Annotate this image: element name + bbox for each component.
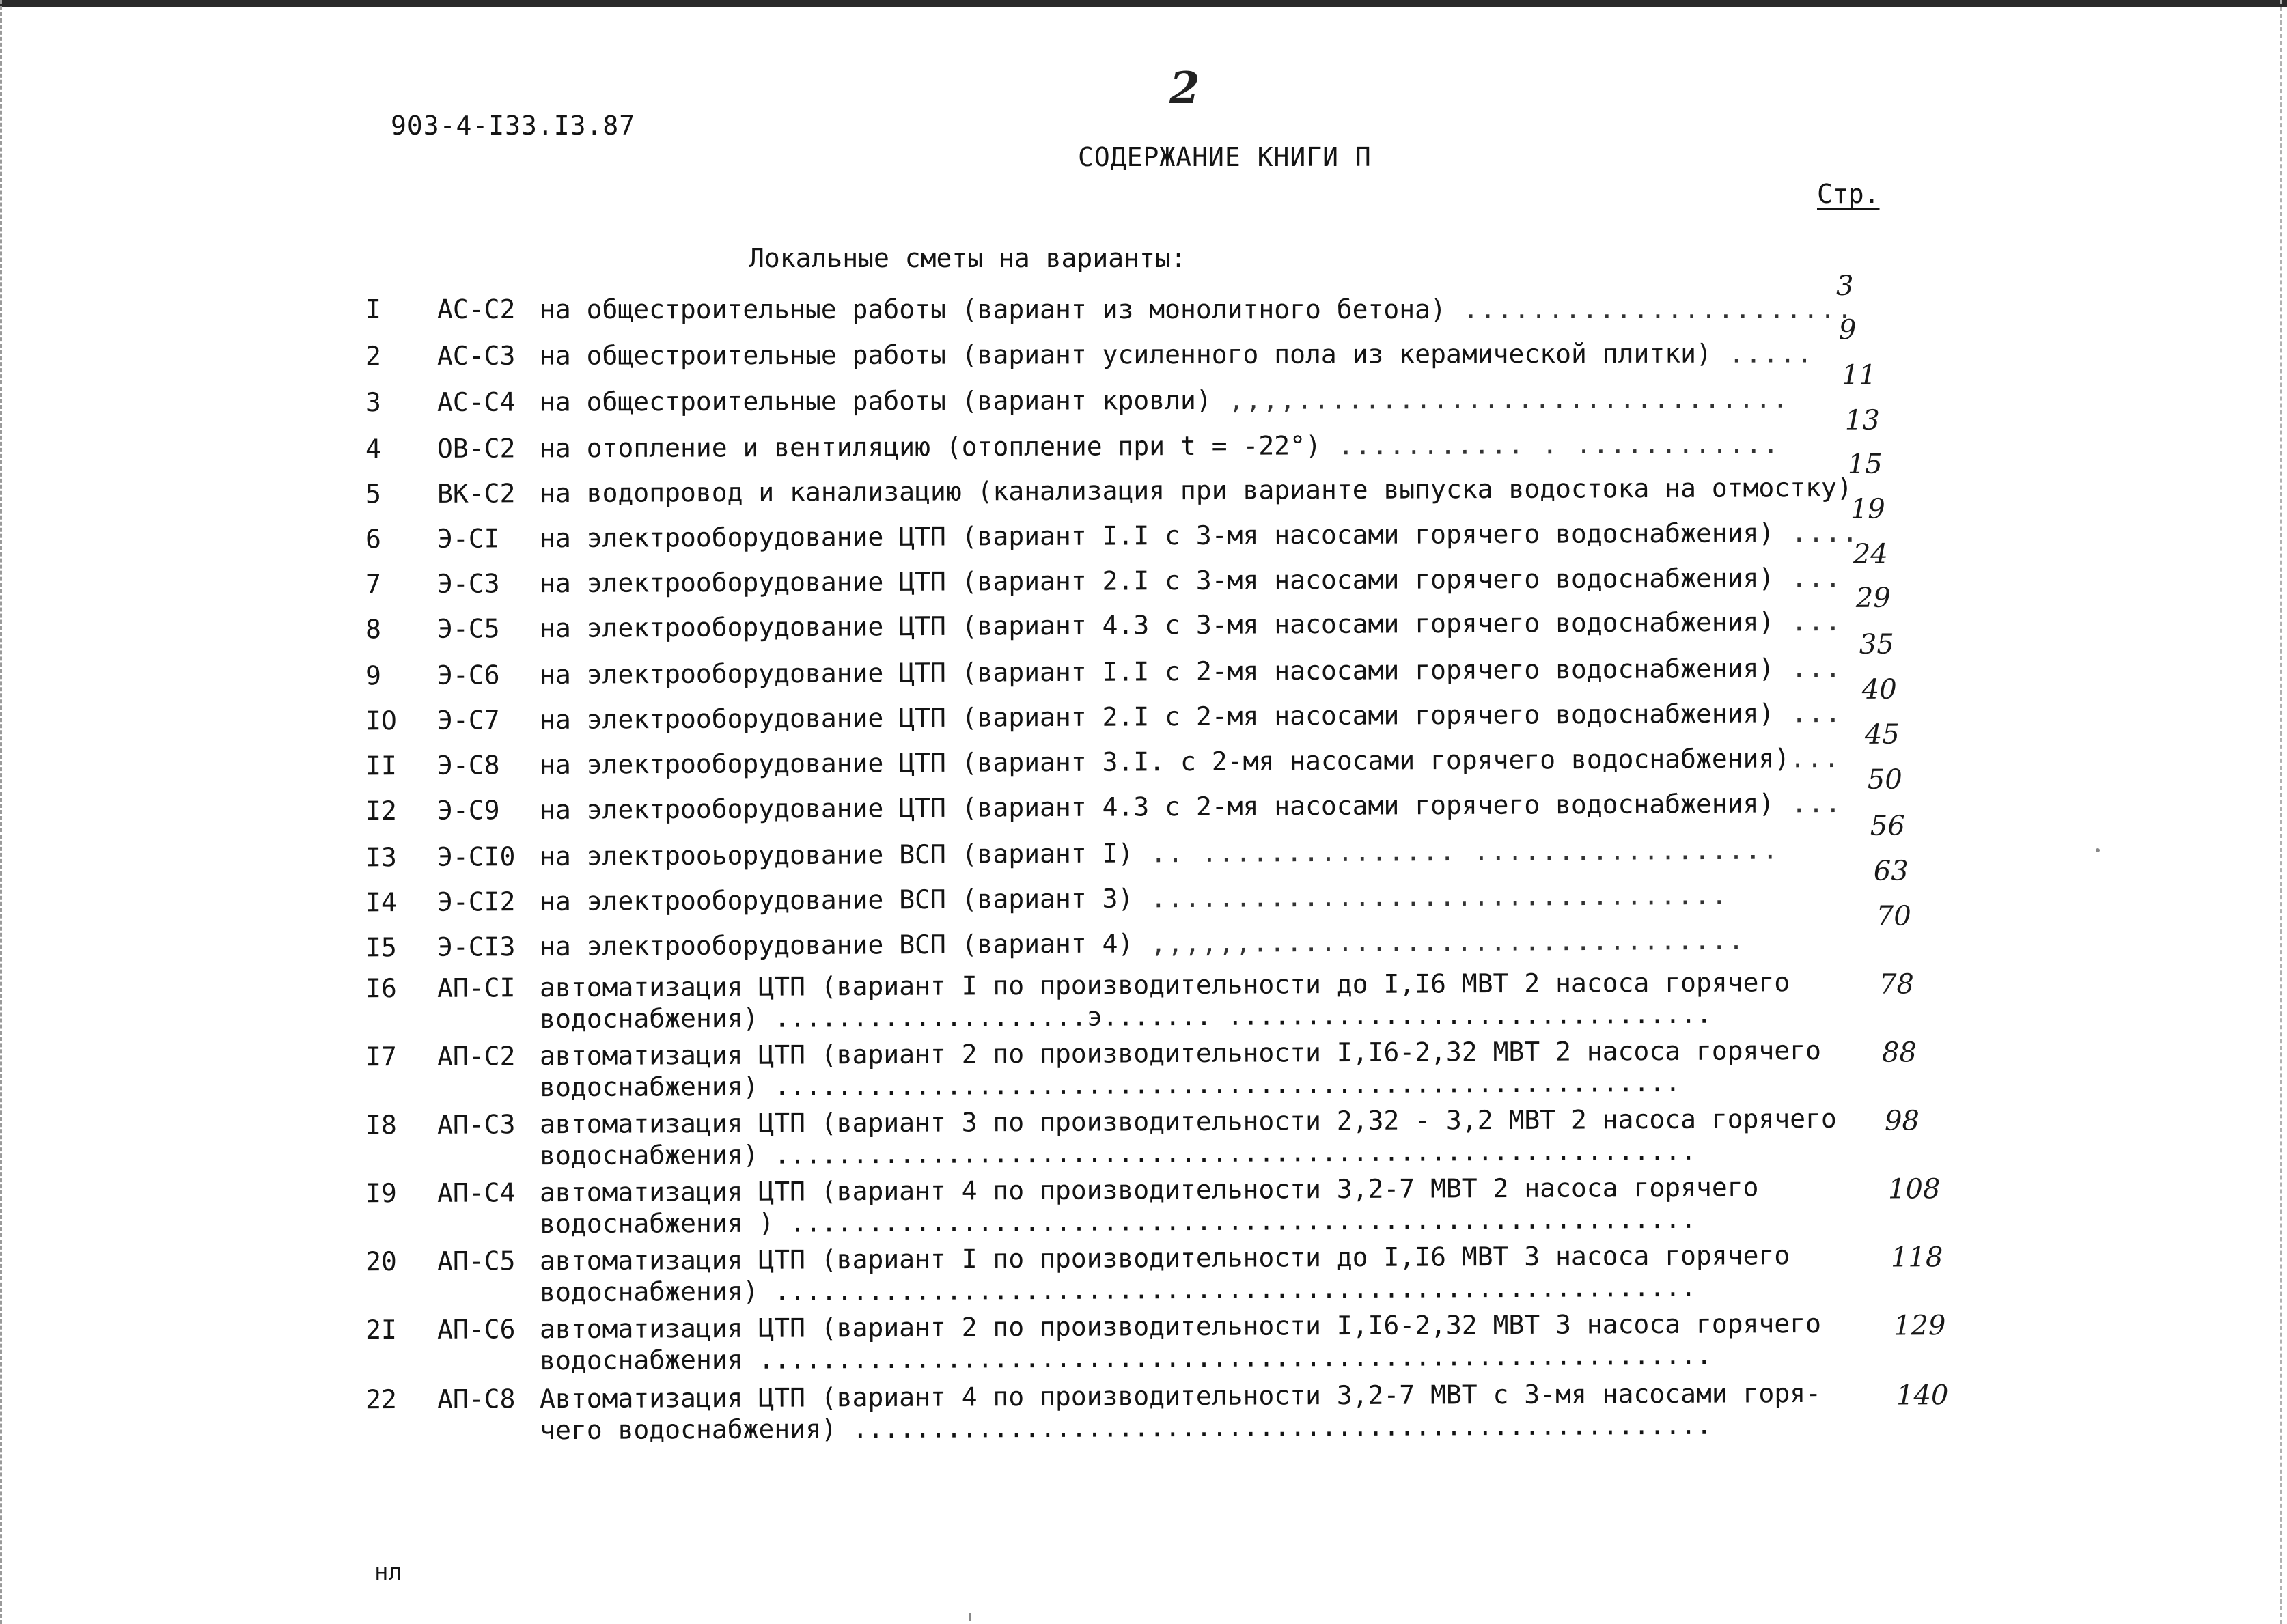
toc-entry-description	[540, 294, 1854, 325]
toc-entry-code: Э-С3	[436, 568, 500, 599]
scan-left-edge	[0, 0, 4, 1624]
toc-entry-description	[539, 428, 1780, 464]
toc-entry	[0, 964, 2287, 1035]
toc-entry-leader: ...	[1774, 562, 1842, 593]
toc-entry-number: I4	[365, 887, 397, 918]
toc-entry-number: II	[365, 751, 397, 781]
toc-entry-page: 9	[1838, 314, 1857, 346]
toc-entry-description	[539, 1103, 1837, 1172]
toc-entry-continuation: водоснабжения) ...........................................................	[540, 1272, 1697, 1308]
page-column-header: Стр.	[1817, 179, 1880, 209]
toc-entry	[0, 1101, 2287, 1171]
toc-entry-number: 8	[365, 614, 382, 645]
toc-entry-page: 88	[1881, 1037, 1917, 1069]
toc-entry-number: I8	[365, 1110, 397, 1140]
toc-entry-page: 70	[1876, 900, 1911, 932]
toc-entry-description	[539, 698, 1842, 736]
toc-entry-code: Э-С6	[436, 660, 500, 690]
toc-entry-page: 15	[1847, 448, 1883, 480]
toc-entry-title: автоматизация ЦТП (вариант I по производительности до I,I6 МВТ 3 насоса горячего	[539, 1240, 1790, 1276]
toc-entry-leader: ,,,,.............................	[1211, 383, 1790, 415]
toc-entry-page: 29	[1855, 582, 1891, 614]
toc-entry-title: на электрооборудование ЦТП (вариант I.I с 3-мя насосами горячего водоснабжения)	[539, 518, 1775, 554]
toc-entry-code: Э-С9	[436, 795, 500, 826]
toc-entry-code: Э-СI3	[436, 932, 516, 962]
toc-entry-title: на электрооборудование ВСП (вариант 3)	[539, 883, 1134, 917]
toc-entry-page: 78	[1879, 968, 1915, 1000]
toc-entry-number: 2I	[365, 1315, 397, 1345]
toc-entry-leader: .....	[1711, 338, 1814, 369]
toc-entry-description	[539, 925, 1746, 962]
toc-entry	[0, 1033, 2287, 1103]
toc-entry-description	[540, 880, 1728, 917]
scan-right-edge	[2279, 0, 2282, 1624]
toc-entry-number: I6	[365, 973, 397, 1004]
toc-entry	[0, 1306, 2287, 1376]
toc-entry-title: на общестроительные работы (вариант из монолитного бетона)	[540, 294, 1446, 324]
toc-entry-page: 13	[1844, 404, 1880, 436]
toc-entry-number: 3	[365, 387, 381, 418]
toc-entry-code: АС-С2	[437, 294, 516, 324]
toc-entry-description	[539, 835, 1779, 872]
toc-entry-leader: .......................	[1445, 294, 1854, 324]
toc-entry-title: на электрооборудование ЦТП (вариант 4.3 с 3-мя насосами горячего водоснабжения)	[539, 606, 1775, 644]
toc-entry-code: Э-СI2	[436, 886, 516, 917]
toc-entry-title: автоматизация ЦТП (вариант I по производительности до I,I6 МВТ 2 насоса горячего	[539, 967, 1790, 1003]
toc-entry-continuation: чего водоснабжения) .......................................................	[540, 1410, 1713, 1446]
toc-entry-description	[539, 1172, 1759, 1240]
toc-entry	[0, 1237, 2287, 1308]
toc-entry-leader: ...	[1774, 606, 1842, 637]
toc-entry-leader: ...	[1790, 743, 1841, 774]
toc-entry-code: Э-С8	[436, 750, 500, 781]
toc-entry-leader: ..................................	[1133, 880, 1729, 914]
toc-entry-code: АП-С8	[436, 1384, 516, 1414]
section-heading: Локальные сметы на варианты:	[749, 243, 1187, 273]
toc-entry-continuation: водоснабжения ) ..........................................................	[540, 1203, 1697, 1240]
toc-entry-title: на общестроительные работы (вариант усиленного пола из керамической плитки)	[539, 338, 1712, 371]
toc-entry-title: на электрооборудование ЦТП (вариант 3.I. с 2-мя насосами горячего водоснабжения)	[539, 743, 1790, 781]
toc-entry-number: I5	[365, 932, 397, 963]
footer-mark: нл	[374, 1558, 402, 1586]
toc-entry-page: 129	[1893, 1310, 1946, 1342]
toc-entry-continuation: водоснабжения .............................................................	[540, 1340, 1713, 1376]
document-code: 903-4-I33.I3.87	[391, 111, 636, 141]
toc-entry-leader: ...	[1774, 653, 1842, 684]
toc-entry-continuation: водоснабжения) ....................э....... ...............................	[540, 998, 1713, 1035]
toc-entry-number: I	[365, 294, 381, 324]
toc-entry-description	[539, 1377, 1822, 1446]
toc-entry-description	[539, 1308, 1822, 1377]
toc-entry-page: 56	[1870, 810, 1905, 842]
toc-entry-page: 40	[1861, 673, 1897, 705]
toc-entry	[0, 314, 2287, 372]
toc-entry-number: I3	[365, 842, 397, 873]
toc-entry-page: 19	[1850, 493, 1885, 525]
toc-entry-code: АП-С6	[436, 1314, 516, 1345]
toc-entry-page: 3	[1836, 270, 1854, 302]
document-title: СОДЕРЖАНИЕ КНИГИ П	[1078, 142, 1372, 172]
toc-entry-title: на водопровод и канализацию (канализация при варианте выпуска водостока на отмостку)	[539, 472, 1853, 509]
toc-entry-number: 4	[365, 434, 381, 464]
toc-entry-number: 7	[365, 569, 382, 600]
toc-entry	[0, 359, 2287, 418]
toc-entry-title: автоматизация ЦТП (вариант 4 по производительности 3,2-7 МВТ 2 насоса горячего	[539, 1172, 1759, 1208]
toc-entry-page: 50	[1867, 764, 1902, 796]
toc-entry-number: I2	[365, 796, 397, 826]
scan-speck	[969, 1613, 971, 1621]
toc-entry-page: 63	[1873, 855, 1909, 887]
toc-entry-description	[539, 788, 1842, 826]
toc-entry-code: Э-СI0	[436, 841, 516, 872]
toc-entry-number: 2	[365, 341, 381, 372]
toc-entry-code: АП-С3	[436, 1109, 516, 1140]
toc-entry-continuation: водоснабжения) ...........................................................	[540, 1135, 1697, 1171]
toc-entry-title: на электрооборудование ЦТП (вариант I.I с 2-мя насосами горячего водоснабжения)	[539, 653, 1775, 690]
toc-entry-description	[539, 743, 1841, 781]
toc-entry-number: I9	[365, 1178, 397, 1209]
toc-entry-leader: ........... . ............	[1320, 428, 1780, 461]
toc-entry-title: на электрооборудование ЦТП (вариант 4.3 с 2-мя насосами горячего водоснабжения)	[539, 788, 1775, 826]
toc-entry-description	[539, 1035, 1822, 1104]
toc-entry-number: 5	[365, 479, 382, 509]
toc-entry-description	[539, 1240, 1790, 1308]
toc-entry-title: на отопление и вентиляцию (отопление при t = -22°)	[539, 430, 1321, 464]
scan-top-edge	[0, 0, 2287, 7]
toc-entry-title: автоматизация ЦТП (вариант 2 по производительности I,I6-2,32 МВТ 3 насоса горячего	[539, 1308, 1822, 1345]
toc-entry-title: Автоматизация ЦТП (вариант 4 по производительности 3,2-7 МВТ с 3-мя насосами горя-	[539, 1377, 1822, 1414]
toc-entry-number: 9	[365, 660, 382, 691]
toc-entry-title: на электрооборудование ВСП (вариант 4)	[539, 928, 1134, 962]
page-number: 2	[1169, 63, 1200, 114]
toc-entry	[0, 1375, 2287, 1446]
toc-entry-title: автоматизация ЦТП (вариант 3 по производительности 2,32 - 3,2 МВТ 2 насоса горячего	[539, 1103, 1837, 1140]
scan-speck	[2096, 848, 2100, 852]
toc-entry-continuation: водоснабжения) ..........................................................	[540, 1067, 1681, 1103]
toc-entry-leader: ,,,,,,.............................	[1133, 925, 1746, 959]
toc-entry-leader: ...	[1774, 788, 1842, 819]
toc-entry-title: автоматизация ЦТП (вариант 2 по производительности I,I6-2,32 МВТ 2 насоса горячего	[539, 1035, 1822, 1072]
toc-entry-code: Э-С7	[436, 705, 500, 736]
toc-entry-code: АП-С4	[436, 1177, 516, 1208]
toc-entry-page: 108	[1887, 1173, 1941, 1205]
toc-entry-description	[539, 472, 1853, 509]
toc-entry-title: на электрооборудование ЦТП (вариант 2.I с 2-мя насосами горячего водоснабжения)	[539, 698, 1775, 736]
toc-entry-page: 118	[1890, 1242, 1943, 1274]
toc-entry-page: 24	[1853, 538, 1888, 570]
toc-entry-leader: .. ............... ..................	[1133, 835, 1779, 869]
toc-entry-page: 11	[1841, 359, 1876, 391]
toc-entry-description	[539, 338, 1814, 372]
toc-entry-description	[539, 606, 1842, 644]
toc-entry-code: АП-С5	[436, 1246, 516, 1276]
toc-entry-leader: ....	[1774, 517, 1859, 548]
toc-entry-title: на общестроительные работы (вариант кровли)	[539, 384, 1212, 417]
toc-entry-number: I7	[365, 1041, 397, 1072]
toc-entry-number: 20	[365, 1246, 397, 1277]
toc-entry-title: на электрооьорудование ВСП (вариант I)	[539, 838, 1134, 872]
toc-entry-number: 6	[365, 524, 382, 555]
toc-entry	[0, 1169, 2287, 1240]
toc-entry-description	[539, 517, 1859, 555]
toc-entry-description	[539, 967, 1790, 1035]
toc-entry-code: АП-С2	[436, 1041, 516, 1072]
toc-entry-title: на электрооборудование ЦТП (вариант 2.I с 3-мя насосами горячего водоснабжения)	[539, 563, 1775, 599]
toc-entry-number: 22	[365, 1384, 397, 1415]
toc-entry-page: 45	[1864, 718, 1900, 751]
toc-entry-code: ВК-С2	[436, 478, 516, 509]
toc-entry-page: 35	[1859, 628, 1894, 660]
toc-entry-leader: ...	[1774, 698, 1842, 729]
toc-entry-page: 98	[1884, 1105, 1920, 1137]
toc-entry-description	[539, 383, 1790, 418]
toc-entry-code: Э-СI	[436, 523, 500, 554]
toc-entry-page: 140	[1896, 1380, 1949, 1412]
toc-entry-number: IO	[365, 705, 397, 736]
toc-entry-code: ОВ-С2	[436, 433, 516, 464]
toc-entry-code: АС-С4	[436, 387, 516, 417]
toc-entry-code: АП-СI	[436, 972, 516, 1003]
toc-entry-code: Э-С5	[436, 613, 500, 644]
toc-entry-description	[539, 653, 1842, 690]
toc-entry-description	[539, 562, 1842, 600]
toc-entry-code: АС-С3	[436, 340, 516, 371]
